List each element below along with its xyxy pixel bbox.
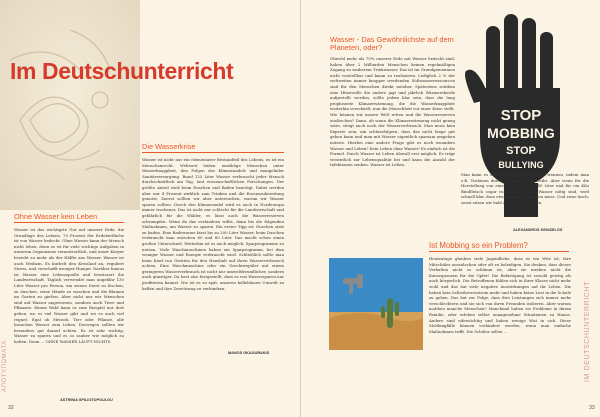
heading-wasserkrise: Die Wasserkrise	[142, 142, 196, 151]
side-label-right: IM DEUTSCHUNTERRICHT	[584, 280, 591, 382]
hand-word: STOP	[506, 145, 536, 157]
hand-word: STOP	[500, 107, 542, 124]
right-page	[300, 0, 600, 417]
author-spiliotopoulou: ASTRINIA SPILIOTOPOULOU	[60, 398, 113, 402]
hand-word: MOBBING	[487, 125, 555, 141]
heading-rule	[142, 152, 284, 153]
article-gewoehnlichste-text: Obwohl mehr als 70% unserer Erde mit Wasser bedeckt sind, haben über 2 Milliarden Menschen keinen regelmäßigen Zugang zu sauberem Trinkwasser. Das ist im Grundgenommen nicht vorstellbar und kaum zu realisieren. Lediglich 2 % der weltweiten immer knapper werdenden Süßwasserressourcen sind für den Menschen direkt nutzbar. Spätestens seitdem eine Hitzewelle die andere jagt und jährlich Wärmerekorde aufgestellt werden, sollte jedem klar sein, dass die lang prophezeite Klimaerwärmung, die die Wasserknappheit weiterhin verschärft, nun die Menschheit vor einer Krise stellt. Wie können wir unsere Welt retten und die Wasserreserven auslöschen? Dann, ab wann die Klimaerwärmung nicht genug wäre, steigt auch noch der Wasserverbrauch. Man muss kein Experte sein, um schlussfolgern, dass das nicht lange gut gehen kann und man mit Wasser eigentlich sparsam umgehen müsste. Hierbei eine andere Frage gibt es noch woanders Wasser und Leben? Kein Leben ohne Wasser! Es einfach ist die Formel. Durch Wasser ist Leben überall erst möglich. Es trägt wesentlich zur Lebensqualität bei und kann die Anzahl der Infektionen senken. Wasser ist Leben.	[330, 56, 455, 168]
page-title: Im Deutschunterricht	[10, 58, 234, 84]
desert-cactus-image	[329, 258, 423, 350]
heading-rule	[429, 251, 569, 252]
heading-mobbing: Ist Mobbing so ein Problem?	[429, 241, 528, 250]
drip-tap-illustration	[144, 357, 284, 407]
decorative-fish-relief-image	[0, 0, 140, 210]
author-kenizelos: ALEXANDROS KENIZELOS	[513, 228, 563, 232]
hand-word: BULLYING	[498, 160, 544, 170]
article-ohne-wasser-text: Wasser ist das wichtigste Gut auf unserer Erde, die Grundlage des Lebens. 70 Prozent der Erdoberfläche ist von Wasser bedeckt. Ohne Wasser kann der Mensch nicht leben, denn es ist für viele wichtige Aufgaben in unserem Organismus verantwortlich, und unser Körper besteht zu mehr als der Hälfte aus Wasser. Wasser ist auch Medizin. Es kurbelt den Kreislauf an, reguliert Stress, und verschafft weniger Hunger. Darüber hinaus ist Wasser eine Lebensquelle und bewässert die Landwirtschaft. Täglich verwendet man ungefähr 130 Liter Wasser pro Person, um seinen Durst zu löschen, zu duschen, seine Hände zu waschen und die Blumen im Garten zu gießen. Aber nicht nur wir Menschen sind auf Wasser angewiesen, sondern auch Tiere und Pflanzen. Einem Wald kann es zum Beispiel nur dort geben, wo es viel Wasser gibt und wo es auch viel regnet. Egal ob Mensch, Tier oder Pflanze, alle brauchen Wasser zum Leben. Deswegen sollten wir besonders gut darauf achten. Es ist sehr wichtig, Wasser zu sparen und es so sauber wie möglich zu halten. Denn ... OHNE WASSER LÄUFT NICHTS.	[14, 227, 124, 344]
author-gkagurakis: MANOS GKAGURAKIS	[228, 351, 270, 355]
heading-rule	[14, 222, 124, 223]
page-number-left: 32	[8, 405, 14, 411]
heading-gewoehnlichste: Wasser - Das Gewöhnlichste auf dem Planeten, oder?	[330, 35, 454, 52]
side-label-left: ΑΠΟΤΥΠΩΜΑΤΑ	[2, 340, 8, 392]
page-number-right: 33	[589, 405, 595, 411]
article-mobbing-text: Heutzutage glauben viele Jugendliche, dass es ein Witz ist, ihre Mitschüler auszulachen oder oft zu beleidigen. Sie denken, dass dieses Verhalten nicht so schlimm ist, aber sie merken nicht die Konsequenzen für die Opfer! Die Belästigung ist sowohl geistig als auch körperlich. Die Betroffenen fühlen sich in ihrer Klasse nicht mehr wohl und das hat viele negative Auswirkungen auf ihr Leben. Die haben kein Selbstbewusstsein mehr und haben keine Lust in die Schule zu gehen. Das hat zur Folge, dass ihre Leistungen sich immer mehr verschlechtern und sie sich von ihren Freunden isolieren. Aber warum mobben manche Menschen? Manchmal haben sie Probleme in ihrem Familie, oder erleben selbst unangenehme Situationen zu Hause. Andere sind eifersüchtig und haben wenige Wut in sich. Diese Mobbingfälle können verhindert werden, wenn man einfache Maßnahmen trifft. Die Schüler sollen ...	[429, 256, 571, 334]
article-energy-text: Man kann es sogar zu Energiewirtschaft trennen, indem man z.B. Turbinen durch Strömungen antreibt. Aber wenn für die Herstellung von einer Tasse Kaffee 140 Liter und für ein Kilo Rindfleisch sogar rund 15000 Liter Wasser nötig sind, wird schnell klar, dass etwas geändert werden muss. Und zwar lasch, sonst sitzen wir bald auf dem Trockenen.	[461, 172, 589, 205]
article-wasserkrise-text: Wasser ist nicht nur ein elementarer Bestandteil des Lebens, es ist ein Menschenrecht. Weltweit leiden unzählige Menschen unter Wasserknappheit, den Folgen des Klimawandels und mangelnder Sanitärversorgung. Rund 125 Liter Wasser verbraucht jeder Mensch durchschnittlich am Tag, laut wissenschaftlichen Forschungen. Der größte Anteil wird beim Duschen und Baden benötigt. Dabei werden aber nur 4 Prozent wirklich zum Trinken und die Essenszubereitung genutzt. Zuerst sollten wir aber untersuchen, warum wir Wasser sparen sollten. Durch den Klimawandel wird es auch in Nordeuropa immer trockener. Das ist nicht nur schlecht für die Landwirtschaft und gefährlich für die Wälder, es lässt auch die Wasserreserven schrumpfen. Wenn du das verhindern willst, dann bis die folgenden Maßnahmen, um Wasser zu sparen. Ein erster Tipp ist: Duschen statt zu baden. Eine Badewanne fasst bis zu 200 Liter Wasser, beim Duschen verbraucht man zwischen 60 und 80 Liter. Das macht schon einen großen Unterschied. Weiterhin ist es auch möglich, Sparprogramme zu nutzen. Viele Waschmaschinen haben ein Sparprogramm, bei dem weniger Wasser und Energie verbraucht wird. Schließlich sollte man beim Kauf von Geräten für den Haushalt auf ihren Wasserverbrauch achten. Eine Waschmaschine oder ein Geschirrspüler mit einem geringeren Wasserverbrauch ist nicht nur umweltfreundlicher, sondern auch günstiger. Du hast also festgestellt, dass es von Wassersparen nur profitieren kannst. Nie ist es zu spät, unseren helleblauen Umwelt zu helfen und ihre Zerstörung zu verhindern.	[142, 157, 284, 291]
heading-ohne-wasser: Ohne Wasser kein Leben	[14, 212, 98, 221]
